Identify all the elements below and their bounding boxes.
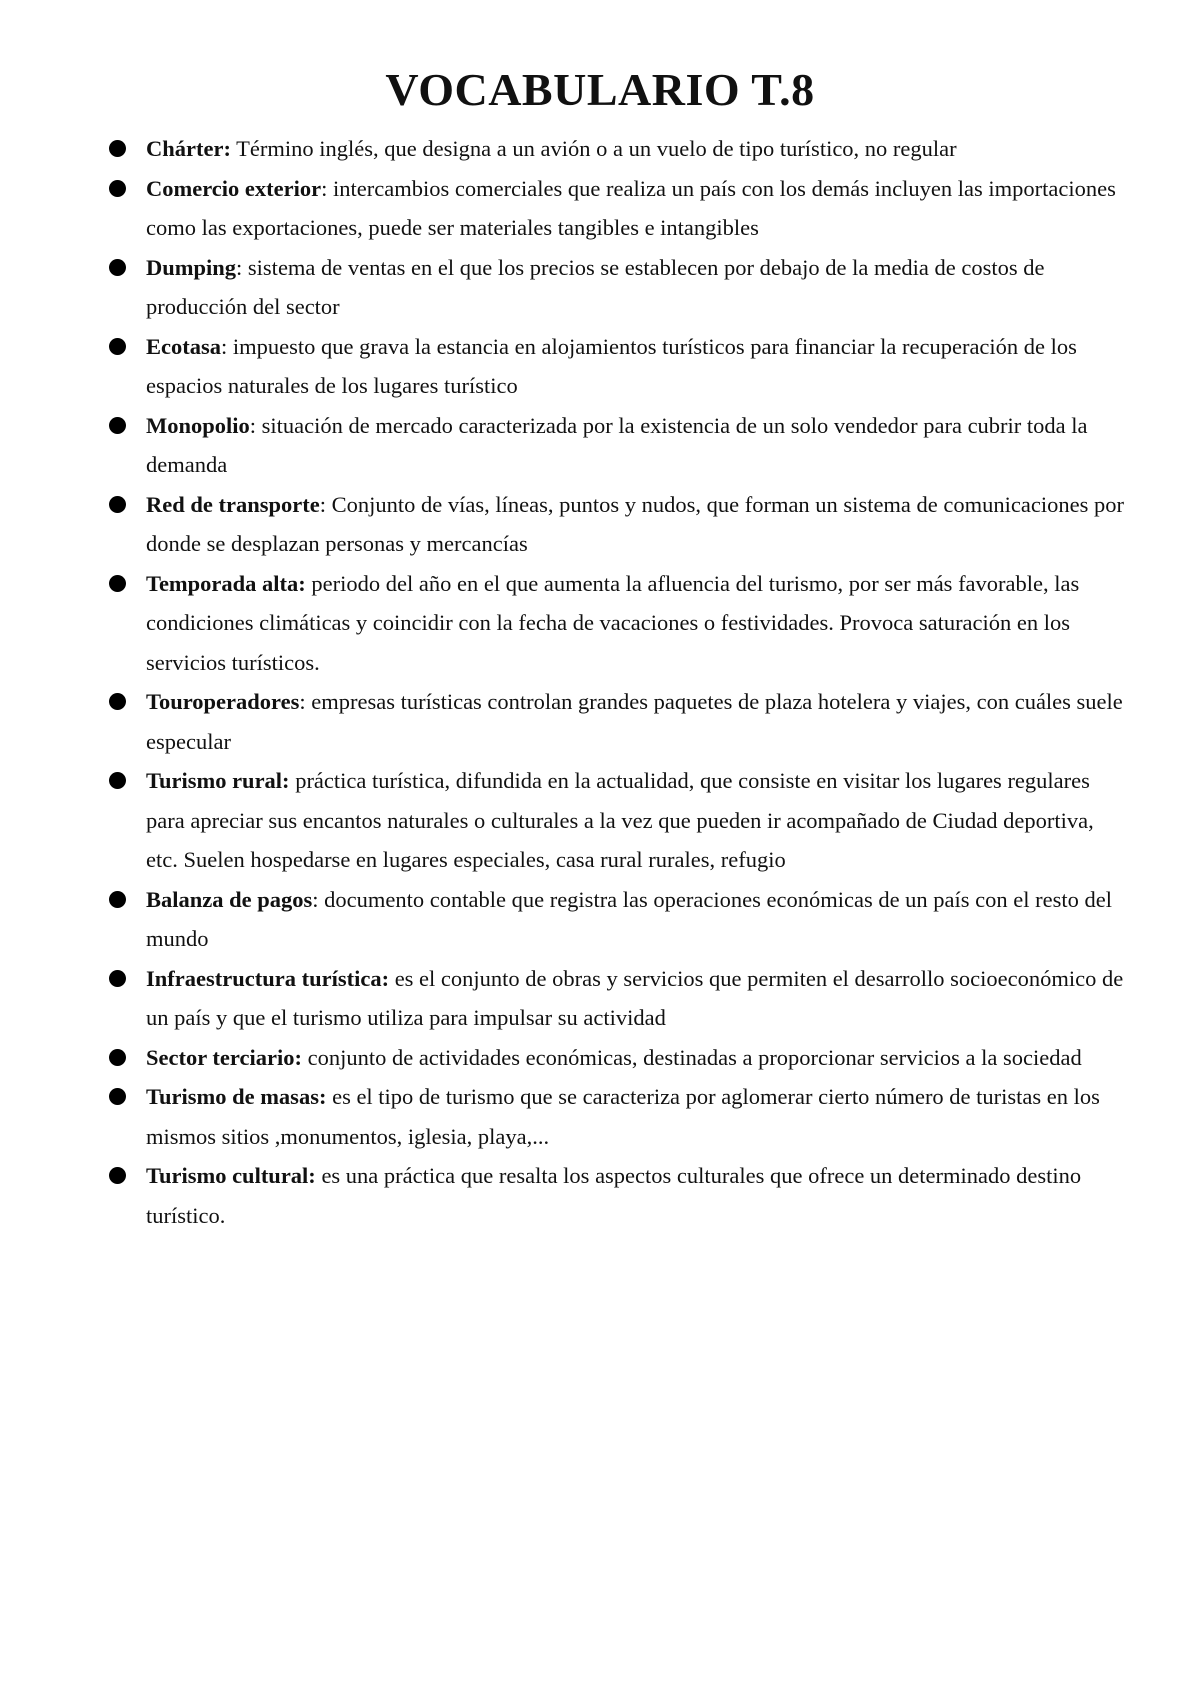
- list-item: [106, 682, 1126, 761]
- list-item: [106, 959, 1126, 1038]
- vocab-definition: : situación de mercado caracterizada por la existencia de un solo vendedor para cubrir toda la demanda: [146, 412, 1088, 477]
- vocab-term: Turismo rural:: [146, 768, 290, 793]
- vocab-definition: práctica turística, difundida en la actualidad, que consiste en visitar los lugares regulares para apreciar sus encantos naturales o culturales a la vez que pueden ir acompañado de Ciudad deportiva, etc. Suelen hospedarse en lugares especiales, casa rural rurales, refugio: [146, 768, 1094, 872]
- vocab-term: Infraestructura turística:: [146, 965, 390, 991]
- bullet-icon: [109, 970, 126, 987]
- bullet-icon: [109, 338, 126, 355]
- bullet-icon: [109, 891, 126, 908]
- vocab-definition: : sistema de ventas en el que los precios se establecen por debajo de la media de costos de producción del sector: [146, 254, 1045, 319]
- list-item: [106, 485, 1126, 564]
- bullet-icon: [109, 1088, 126, 1105]
- bullet-icon: [109, 575, 126, 592]
- bullet-icon: [109, 140, 126, 157]
- bullet-icon: [109, 693, 126, 710]
- page-title: VOCABULARIO T.8: [385, 64, 815, 115]
- vocab-definition: periodo del año en el que aumenta la afluencia del turismo, por ser más favorable, las condiciones climáticas y coincidir con la fecha de vacaciones o festividades. Provoca saturación en los servicios turísticos.: [146, 570, 1080, 675]
- vocab-term: Dumping: [146, 254, 237, 280]
- list-item: [106, 1077, 1126, 1156]
- vocab-definition: : empresas turísticas controlan grandes paquetes de plaza hotelera y viajes, con cuáles suele especular: [146, 689, 1123, 754]
- list-item: [106, 248, 1126, 327]
- vocab-definition: es el tipo de turismo que se caracteriza por aglomerar cierto número de turistas en los mismos sitios ,monumentos, iglesia, playa,...: [146, 1084, 1100, 1149]
- vocab-term: Turismo cultural:: [146, 1163, 316, 1188]
- list-item: [106, 564, 1126, 683]
- vocab-term: Touroperadores: [146, 689, 300, 714]
- vocab-definition: Término inglés, que designa a un avión o a un vuelo de tipo turístico, no regular: [230, 136, 957, 161]
- bullet-icon: [109, 1049, 126, 1066]
- bullet-icon: [109, 496, 126, 513]
- bullet-icon: [109, 417, 126, 434]
- bullet-icon: [109, 180, 126, 197]
- vocab-definition: conjunto de actividades económicas, destinadas a proporcionar servicios a la sociedad: [301, 1044, 1082, 1070]
- bullet-icon: [109, 772, 126, 789]
- vocab-term: Balanza de pagos: [146, 886, 313, 912]
- vocab-term: Ecotasa: [146, 333, 221, 359]
- vocab-definition: es el conjunto de obras y servicios que permiten el desarrollo socioeconómico de un país y que el turismo utiliza para impulsar su actividad: [146, 965, 1124, 1030]
- list-item: [106, 761, 1126, 880]
- vocab-definition: es una práctica que resalta los aspectos culturales que ofrece un determinado destino turístico.: [146, 1163, 1082, 1228]
- vocab-term: Temporada alta:: [146, 570, 306, 596]
- list-item: [106, 1038, 1126, 1078]
- vocab-definition: : Conjunto de vías, líneas, puntos y nudos, que forman un sistema de comunicaciones por donde se desplazan personas y mercancías: [146, 491, 1124, 556]
- bullet-icon: [109, 1167, 126, 1184]
- list-item: [106, 327, 1126, 406]
- list-item: [106, 880, 1126, 959]
- vocab-term: Monopolio: [146, 412, 250, 438]
- list-item: [106, 129, 1126, 169]
- bullet-icon: [109, 259, 126, 276]
- list-item: [106, 406, 1126, 485]
- vocab-definition: : documento contable que registra las operaciones económicas de un país con el resto del mundo: [146, 886, 1112, 951]
- list-item: [106, 1156, 1126, 1235]
- vocab-term: Comercio exterior: [146, 175, 322, 201]
- vocab-definition: : intercambios comerciales que realiza un país con los demás incluyen las importaciones como las exportaciones, puede ser materiales tangibles e intangibles: [146, 175, 1116, 240]
- vocab-term: Red de transporte: [146, 491, 320, 517]
- vocab-definition: : impuesto que grava la estancia en alojamientos turísticos para financiar la recuperación de los espacios naturales de los lugares turístico: [146, 333, 1077, 398]
- list-item: [106, 169, 1126, 248]
- vocab-term: Chárter:: [146, 136, 231, 161]
- vocab-term: Sector terciario:: [146, 1044, 302, 1070]
- vocab-term: Turismo de masas:: [146, 1084, 327, 1109]
- vocabulary-list: [106, 129, 1126, 1235]
